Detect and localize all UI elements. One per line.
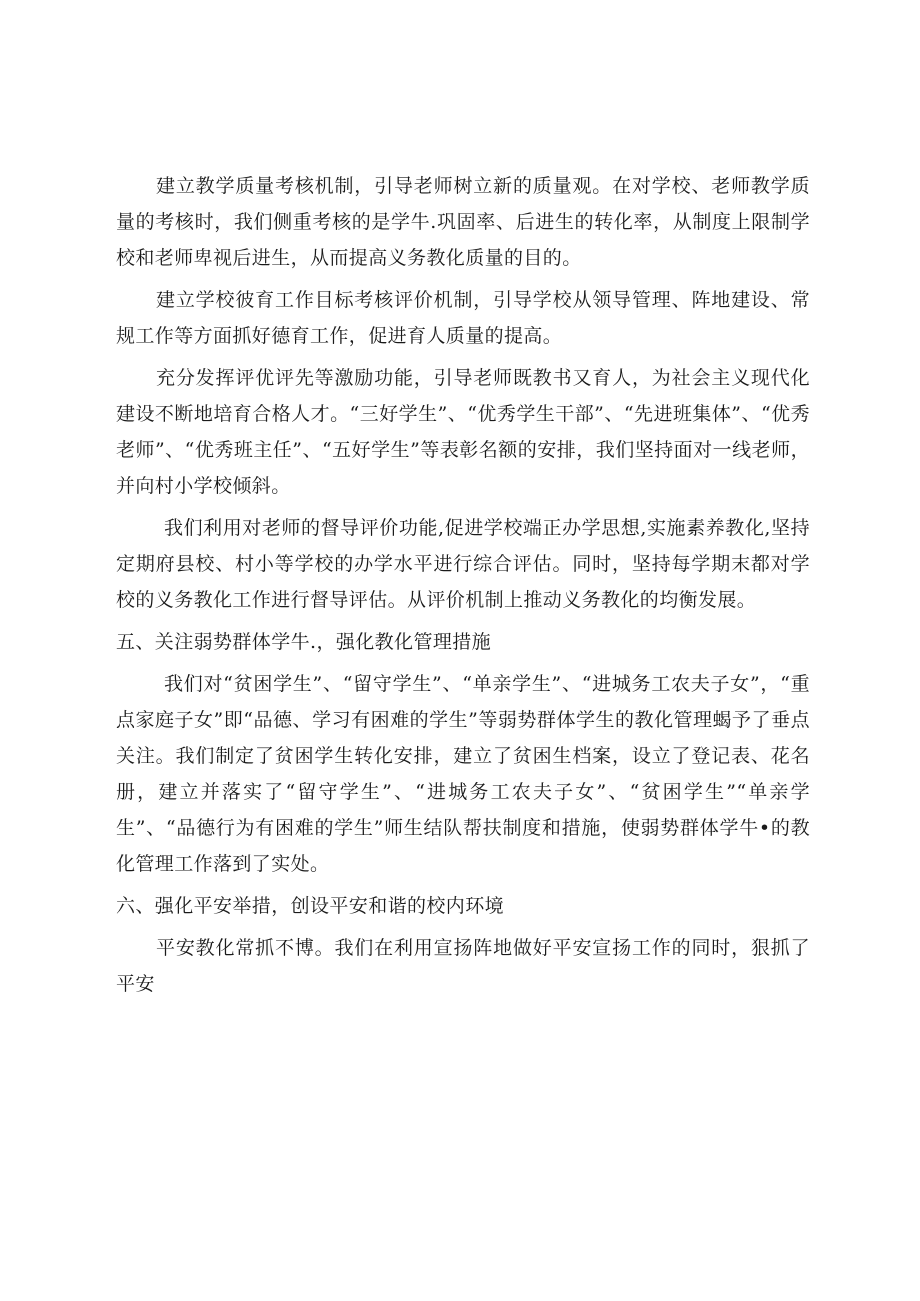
paragraph-incentives: 充分发挥评优评先等激励功能，引导老师既教书又育人，为社会主义现代化建设不断地培育合格人才。“三好学生”、“优秀学生干部”、“先进班集体”、“优秀老师”、“优秀班主任”、“五好学生”等表彰名额的安排，我们坚持面对一线老师，并向村小学校倾斜。 bbox=[116, 367, 810, 497]
paragraph-safety-education: 平安教化常抓不博。我们在利用宣扬阵地做好平安宣扬工作的同时，狠抓了平安 bbox=[116, 937, 810, 995]
document-body bbox=[116, 168, 810, 1008]
paragraph-quality-assessment: 建立教学质量考核机制，引导老师树立新的质量观。在对学校、老师教学质量的考核时，我们侧重考核的是学牛.巩固率、后进生的转化率，从制度上限制学校和老师卑视后进生，从而提高义务教化质量的目的。 bbox=[116, 175, 810, 269]
paragraph-moral-education: 建立学校彼育工作目标考核评价机制，引导学校从领导管理、阵地建设、常规工作等方面抓好德育工作，促进育人质量的提高。 bbox=[116, 289, 810, 347]
paragraph-vulnerable-students: 我们对“贫困学生”、“留守学生”、“单亲学生”、“进城务工农夫子女”，“重点家庭子女”即“品德、学习有困难的学生”等弱势群体学生的教化管理蝎予了垂点关注。我们制定了贫困学生转化安排，建立了贫困生档案，设立了登记表、花名册，建立并落实了“留守学生”、“进城务工农夫子女”、“贫困学生”“单亲学生”、“品德行为有困难的学生”师生结队帮扶制度和措施，使弱势群体学牛•的教化管理工作落到了实处。 bbox=[116, 673, 810, 875]
paragraph-supervision: 我们利用对老师的督导评价功能,促进学校端正办学思想,实施素养教化,坚持定期府县校、村小等学校的办学水平进行综合评估。同时，坚持每学期末都对学校的义务教化工作进行督导评估。从评价机制上推动义务教化的均衡发展。 bbox=[116, 517, 810, 611]
section-heading-six: 六、强化平安举措，创设平安和谐的校内环境 bbox=[116, 895, 505, 917]
section-heading-five: 五、关注弱势群体学牛.，强化教化管理措施 bbox=[116, 631, 492, 653]
